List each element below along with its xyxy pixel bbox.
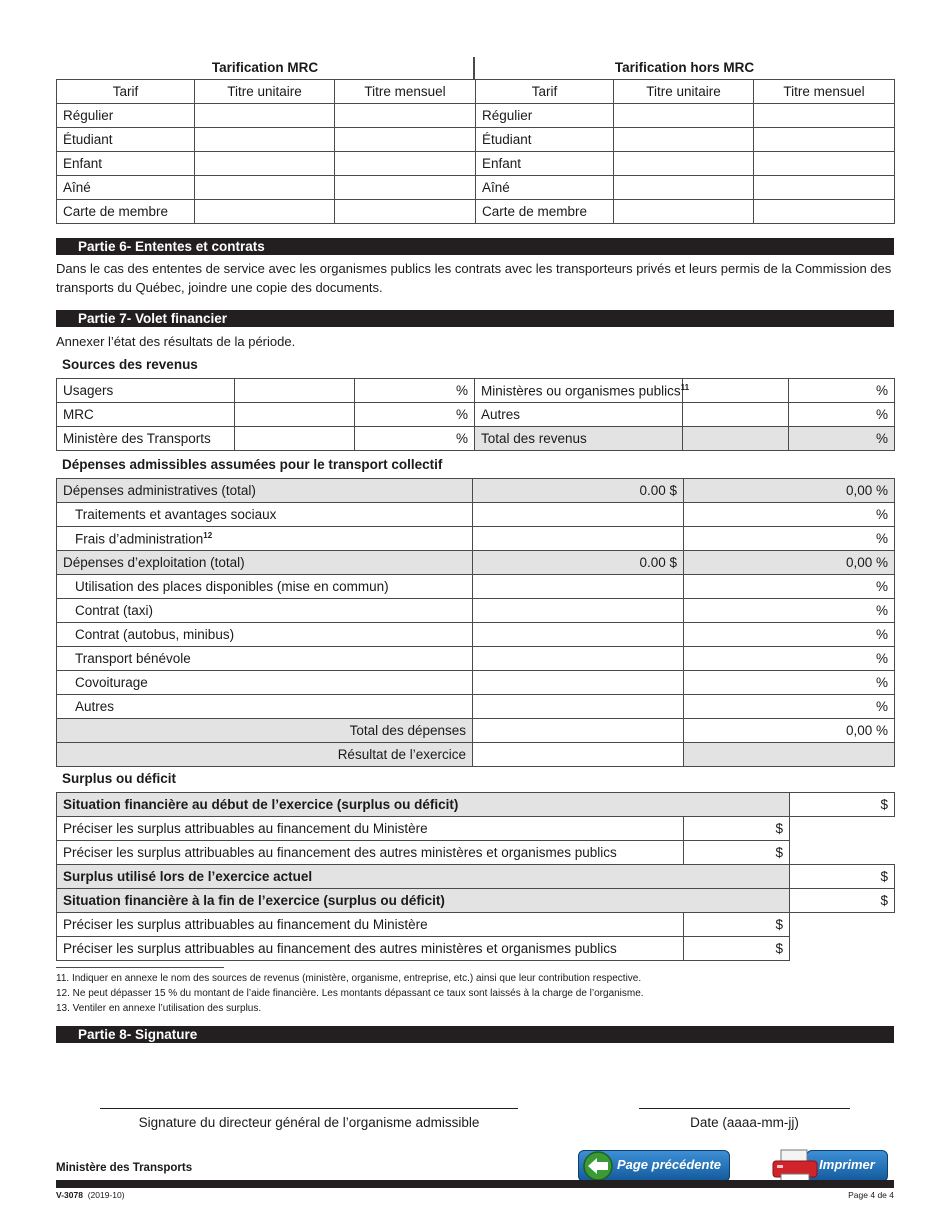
footnote-rule [56,967,224,968]
dep-traitements-amount[interactable] [473,503,684,527]
blank-cell [790,913,895,937]
row-label: Aîné [57,176,195,200]
total-revenus-pct: % [789,427,895,451]
footnote: 12. Ne peut dépasser 15 % du montant de l’aide financière. Les montants dépassant ce taux sont laissés à la charge de l’organisme. [56,988,644,999]
total-revenus-label: Total des revenus [475,427,683,451]
partie-8-title: Partie 8- Signature [78,1027,198,1042]
autres-pct[interactable]: % [789,403,895,427]
mrc-enfant-mensuel[interactable] [335,152,476,176]
dep-admin-amount: 0.00 $ [473,479,684,503]
revenu-label: MRC [57,403,235,427]
col-tarif: Tarif [57,80,195,104]
partie-6-header [56,238,894,255]
preciser-autres-amount-2[interactable]: $ [684,937,790,961]
row-label: Carte de membre [57,200,195,224]
row-label: Carte de membre [476,200,614,224]
partie-7-title: Partie 7- Volet financier [78,311,228,326]
row-label: Régulier [57,104,195,128]
total-depenses-amount [473,719,684,743]
annex-text: Annexer l’état des résultats de la période. [56,334,296,349]
hors-etudiant-unitaire[interactable] [614,128,754,152]
surplus-utilise-label: Surplus utilisé lors de l’exercice actuel [57,865,790,889]
row-label: Étudiant [476,128,614,152]
dep-frais-pct[interactable]: % [684,527,895,551]
dep-exploit-amount: 0.00 $ [473,551,684,575]
page-precedente-button[interactable] [578,1150,730,1182]
usagers-pct[interactable]: % [355,379,475,403]
mtq-pct[interactable]: % [355,427,475,451]
tarification-hors-mrc-title: Tarification hors MRC [614,60,755,75]
dep-item-amount[interactable] [473,695,684,719]
hors-enfant-unitaire[interactable] [614,152,754,176]
row-label: Enfant [57,152,195,176]
partie-6-text: Dans le cas des ententes de service avec les organismes publics les contrats avec les transporteurs privés et leurs permis de la Commission des transports du Québec, joindre une copie des documents. [56,261,892,295]
revenu-label: Ministères ou organismes publics$^{11}$ [475,379,683,403]
footnote: 13. Ventiler en annexe l’utilisation des surplus. [56,1003,262,1014]
total-depenses-pct: 0,00 % [684,719,895,743]
tarification-mrc-title: Tarification MRC [211,60,319,75]
hors-regulier-unitaire[interactable] [614,104,754,128]
hors-aine-mensuel[interactable] [754,176,895,200]
mrc-enfant-unitaire[interactable] [195,152,335,176]
sit-fin-label: Situation financière à la fin de l’exercice (surplus ou déficit) [57,889,790,913]
depenses-table [56,478,895,767]
blank-cell [790,841,895,865]
revenu-label: Autres [475,403,683,427]
mrc-pct[interactable]: % [355,403,475,427]
total-revenus-amount [683,427,789,451]
col-titre-mensuel: Titre mensuel [754,80,895,104]
row-label: Étudiant [57,128,195,152]
dep-item-amount[interactable] [473,647,684,671]
dep-item-amount[interactable] [473,599,684,623]
sit-debut-label: Situation financière au début de l’exercice (surplus ou déficit) [57,793,790,817]
surplus-utilise-amount[interactable]: $ [790,865,895,889]
preciser-ministere-label: Préciser les surplus attribuables au financement du Ministère [57,913,684,937]
revenus-table [56,378,895,451]
mrc-aine-unitaire[interactable] [195,176,335,200]
preciser-ministere-label: Préciser les surplus attribuables au financement du Ministère [57,817,684,841]
dep-item-amount[interactable] [473,671,684,695]
tarification-hors-mrc-table [475,79,895,224]
partie-6-title: Partie 6- Ententes et contrats [78,239,265,254]
hors-carte-unitaire[interactable] [614,200,754,224]
resultat-empty [684,743,895,767]
footer-bar [56,1180,894,1188]
mrc-amount[interactable] [235,403,355,427]
dep-item-label: Contrat (autobus, minibus) [57,623,473,647]
dep-item-pct[interactable]: % [684,671,895,695]
col-titre-unitaire: Titre unitaire [195,80,335,104]
dep-item-amount[interactable] [473,623,684,647]
mtq-amount[interactable] [235,427,355,451]
form-code: V-3078 (2019-10) [56,1190,125,1200]
page-precedente-label: Page précédente [616,1157,722,1172]
dep-frais-label: Frais d’administration$^{12}$ [57,527,473,551]
date-label: Date (aaaa-mm-jj) [690,1115,799,1130]
dep-exploit-pct: 0,00 % [684,551,895,575]
resultat-amount [473,743,684,767]
dep-item-label: Covoiturage [57,671,473,695]
dep-exploit-label: Dépenses d’exploitation (total) [57,551,473,575]
dep-item-pct[interactable]: % [684,623,895,647]
row-label: Régulier [476,104,614,128]
preciser-autres-label: Préciser les surplus attribuables au financement des autres ministères et organismes publics [57,937,684,961]
surplus-table [56,792,895,961]
dep-frais-amount[interactable] [473,527,684,551]
preciser-ministere-amount-2[interactable]: $ [684,913,790,937]
date-line[interactable] [639,1108,850,1109]
imprimer-label: Imprimer [819,1157,875,1172]
footnote: 11. Indiquer en annexe le nom des sources de revenus (ministère, organisme, entreprise, etc.) ainsi que leur contribution respective. [56,973,642,984]
blank-cell [790,817,895,841]
ministeres-pct[interactable]: % [789,379,895,403]
dep-item-pct[interactable]: % [684,575,895,599]
back-arrow-icon [581,1151,615,1181]
resultat-label: Résultat de l’exercice [57,743,473,767]
hors-regulier-mensuel[interactable] [754,104,895,128]
signature-line[interactable] [100,1108,518,1109]
mrc-etudiant-mensuel[interactable] [335,128,476,152]
mrc-regulier-mensuel[interactable] [335,104,476,128]
ministry-name: Ministère des Transports [56,1162,193,1174]
hors-aine-unitaire[interactable] [614,176,754,200]
dep-traitements-pct[interactable]: % [684,503,895,527]
preciser-autres-amount[interactable]: $ [684,841,790,865]
dep-item-label: Utilisation des places disponibles (mise en commun) [57,575,473,599]
mrc-regulier-unitaire[interactable] [195,104,335,128]
signature-label: Signature du directeur général de l’organisme admissible [138,1115,480,1130]
dep-item-label: Transport bénévole [57,647,473,671]
col-titre-unitaire: Titre unitaire [614,80,754,104]
dep-item-pct[interactable]: % [684,647,895,671]
hors-carte-mensuel[interactable] [754,200,895,224]
revenu-label: Ministère des Transports [57,427,235,451]
revenu-label: Usagers [57,379,235,403]
depenses-title: Dépenses admissibles assumées pour le transport collectif [62,457,443,472]
mrc-aine-mensuel[interactable] [335,176,476,200]
preciser-autres-label: Préciser les surplus attribuables au financement des autres ministères et organismes publics [57,841,684,865]
tarification-mrc-table [56,79,476,224]
ministeres-amount[interactable] [683,379,789,403]
preciser-ministere-amount[interactable]: $ [684,817,790,841]
dep-item-amount[interactable] [473,575,684,599]
column-divider [473,57,475,79]
dep-item-label: Autres [57,695,473,719]
dep-admin-pct: 0,00 % [684,479,895,503]
hors-enfant-mensuel[interactable] [754,152,895,176]
autres-amount[interactable] [683,403,789,427]
page-number: Page 4 de 4 [848,1190,894,1200]
partie-7-header [56,310,894,327]
row-label: Aîné [476,176,614,200]
dep-item-label: Contrat (taxi) [57,599,473,623]
col-tarif: Tarif [476,80,614,104]
sources-revenus-title: Sources des revenus [62,357,198,372]
usagers-amount[interactable] [235,379,355,403]
sit-fin-amount[interactable]: $ [790,889,895,913]
mrc-carte-unitaire[interactable] [195,200,335,224]
sit-debut-amount[interactable]: $ [790,793,895,817]
hors-etudiant-mensuel[interactable] [754,128,895,152]
dep-admin-label: Dépenses administratives (total) [57,479,473,503]
row-label: Enfant [476,152,614,176]
surplus-title: Surplus ou déficit [62,771,177,786]
dep-item-pct[interactable]: % [684,695,895,719]
dep-item-pct[interactable]: % [684,599,895,623]
partie-8-header [56,1026,894,1043]
dep-traitements-label: Traitements et avantages sociaux [57,503,473,527]
mrc-etudiant-unitaire[interactable] [195,128,335,152]
blank-cell [790,937,895,961]
mrc-carte-mensuel[interactable] [335,200,476,224]
col-titre-mensuel: Titre mensuel [335,80,476,104]
total-depenses-label: Total des dépenses [57,719,473,743]
